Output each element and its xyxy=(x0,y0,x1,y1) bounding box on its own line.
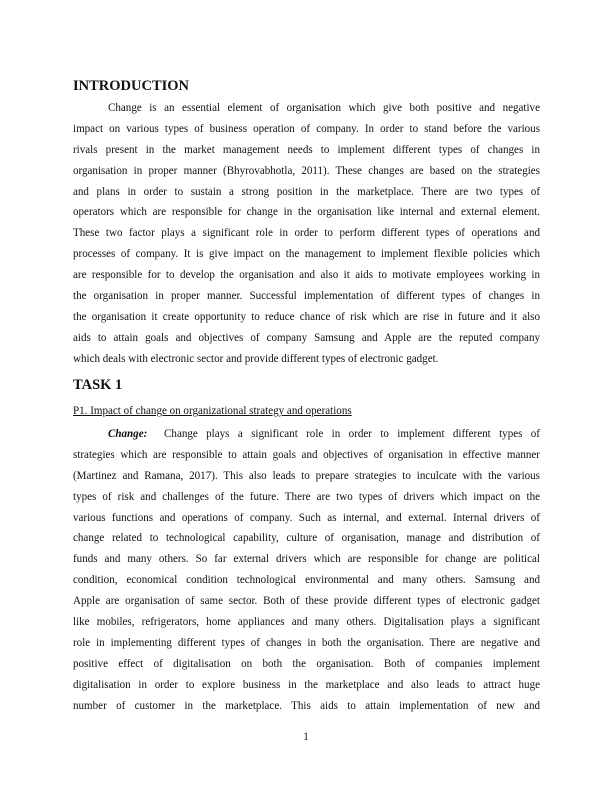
paragraph-line: and plans in order to sustain a strong position in the marketplace. There are two types of xyxy=(73,185,540,198)
paragraph-line: like mobiles, refrigerators, home appliances and many others. Digitalisation plays a significant xyxy=(73,616,540,629)
change-paragraph xyxy=(73,424,540,716)
paragraph-line: rivals present in the market management needs to implement different types of changes in xyxy=(73,143,540,156)
paragraph-line: (Martinez and Ramana, 2017). This also leads to prepare strategies to inculcate with the various xyxy=(73,469,540,482)
paragraph-line: Apple are organisation of same sector. Both of these provide different types of electronic gadget xyxy=(73,595,540,608)
paragraph-line: positive effect of digitalisation on both the organisation. Both of companies implement xyxy=(73,657,540,670)
change-lead-word: Change: xyxy=(108,428,148,440)
paragraph-line: various functions and operations of company. Such as internal, and external. Internal drivers of xyxy=(73,511,540,524)
paragraph-line: impact on various types of business operation of company. In order to stand before the various xyxy=(73,122,540,135)
paragraph-line: change related to technological capability, culture of organisation, manage and distribution of xyxy=(73,532,540,545)
paragraph-line xyxy=(73,424,540,445)
paragraph-line-text: Change plays a significant role in order to implement different types of xyxy=(164,428,540,440)
paragraph-line: funds and many others. So far external drivers which are responsible for change are political xyxy=(73,553,540,566)
paragraph-line: types of risk and challenges of the future. There are two types of drivers which impact on the xyxy=(73,490,540,503)
paragraph-line: aids to attain goals and objectives of company Samsung and Apple are the reputed company xyxy=(73,331,540,344)
paragraph-line: organisation in proper manner (Bhyrovabhotla, 2011). These changes are based on the strategies xyxy=(73,164,540,177)
introduction-heading: INTRODUCTION xyxy=(73,78,190,94)
paragraph-line: are responsible for to develop the organisation and also it aids to motivate employees working in xyxy=(73,269,540,282)
introduction-paragraph xyxy=(73,98,540,370)
paragraph-line: These two factor plays a significant role in order to perform different types of operations and xyxy=(73,227,540,240)
paragraph-line: role in implementing different types of changes in both the organisation. There are negative and xyxy=(73,636,540,649)
task-heading: TASK 1 xyxy=(73,377,123,393)
paragraph-line: strategies which are responsible to attain goals and objectives of organisation in effective manner xyxy=(73,448,540,461)
paragraph-line: operators which are responsible for change in the organisation like internal and external element. xyxy=(73,206,540,219)
paragraph-line: the organisation in proper manner. Successful implementation of different types of changes in xyxy=(73,290,540,303)
page-number: 1 xyxy=(303,731,309,743)
paragraph-line: number of customer in the marketplace. This aids to attain implementation of new and xyxy=(73,699,540,712)
paragraph-line: which deals with electronic sector and provide different types of electronic gadget. xyxy=(73,352,439,365)
paragraph-line: the organisation it create opportunity to reduce chance of risk which are rise in future and it also xyxy=(73,310,540,323)
paragraph-line: digitalisation in order to explore business in the marketplace and also leads to attract huge xyxy=(73,678,540,691)
task-subheading: P1. Impact of change on organizational strategy and operations xyxy=(73,405,352,417)
paragraph-line: condition, economical condition technological environmental and many others. Samsung and xyxy=(73,574,540,587)
paragraph-line: Change is an essential element of organisation which give both positive and negative xyxy=(108,102,540,114)
paragraph-line: processes of company. It is give impact on the management to implement flexible policies which xyxy=(73,248,540,261)
